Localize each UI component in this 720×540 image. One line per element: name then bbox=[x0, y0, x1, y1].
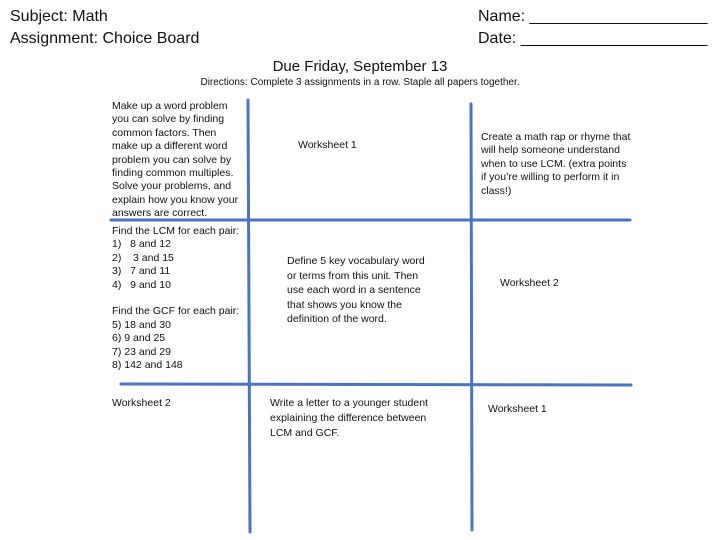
subject-label: Subject: Math bbox=[10, 8, 108, 25]
directions-text: Directions: Complete 3 assignments in a row. Staple all papers together. bbox=[200, 77, 520, 88]
gcf-item: 6) 9 and 25 bbox=[112, 332, 166, 345]
name-field-label: Name: ____________________ bbox=[478, 8, 708, 25]
cell-lcm-gcf-practice bbox=[112, 225, 244, 372]
cell-worksheet-2-middle: Worksheet 2 bbox=[500, 277, 559, 289]
gcf-item: 7) 23 and 29 bbox=[112, 345, 171, 358]
cell-worksheet-1-bottom: Worksheet 1 bbox=[488, 403, 547, 415]
lcm-item: 1) 8 and 12 bbox=[112, 238, 171, 251]
due-date-title: Due Friday, September 13 bbox=[272, 58, 448, 75]
cell-worksheet-1-top: Worksheet 1 bbox=[298, 139, 357, 151]
lcm-item: 2) 3 and 15 bbox=[112, 251, 174, 264]
cell-letter-to-student: Write a letter to a younger student explaining the difference between LCM and GCF. bbox=[270, 397, 428, 439]
lcm-item: 3) 7 and 11 bbox=[112, 265, 171, 278]
cell-worksheet-2-bottom: Worksheet 2 bbox=[112, 397, 171, 409]
grid-vertical-line-left bbox=[248, 100, 250, 532]
lcm-heading: Find the LCM for each pair: bbox=[112, 225, 240, 237]
assignment-label: Assignment: Choice Board bbox=[10, 30, 200, 47]
gcf-heading: Find the GCF for each pair: bbox=[112, 305, 240, 318]
grid-horizontal-line-bottom bbox=[121, 384, 631, 385]
cell-vocabulary: Define 5 key vocabulary word or terms from this unit. Then use each word in a sentence that shows you know the definition of the word. bbox=[287, 255, 425, 326]
lcm-item: 4) 9 and 10 bbox=[112, 278, 171, 291]
gcf-item: 8) 142 and 148 bbox=[112, 359, 183, 372]
cell-word-problem: Make up a word problem you can solve by finding common factors. Then make up a different word problem you can solve by finding common multiples. Solve your problems, and explain how you know your answers are correct. bbox=[112, 100, 239, 220]
grid-vertical-line-right bbox=[471, 104, 472, 530]
cell-math-rap: Create a math rap or rhyme that will help someone understand when to use LCM. (extra points if you’re willing to perform it in class!) bbox=[481, 131, 631, 197]
date-field-label: Date: _____________________ bbox=[478, 30, 708, 47]
gcf-item: 5) 18 and 30 bbox=[112, 318, 171, 331]
